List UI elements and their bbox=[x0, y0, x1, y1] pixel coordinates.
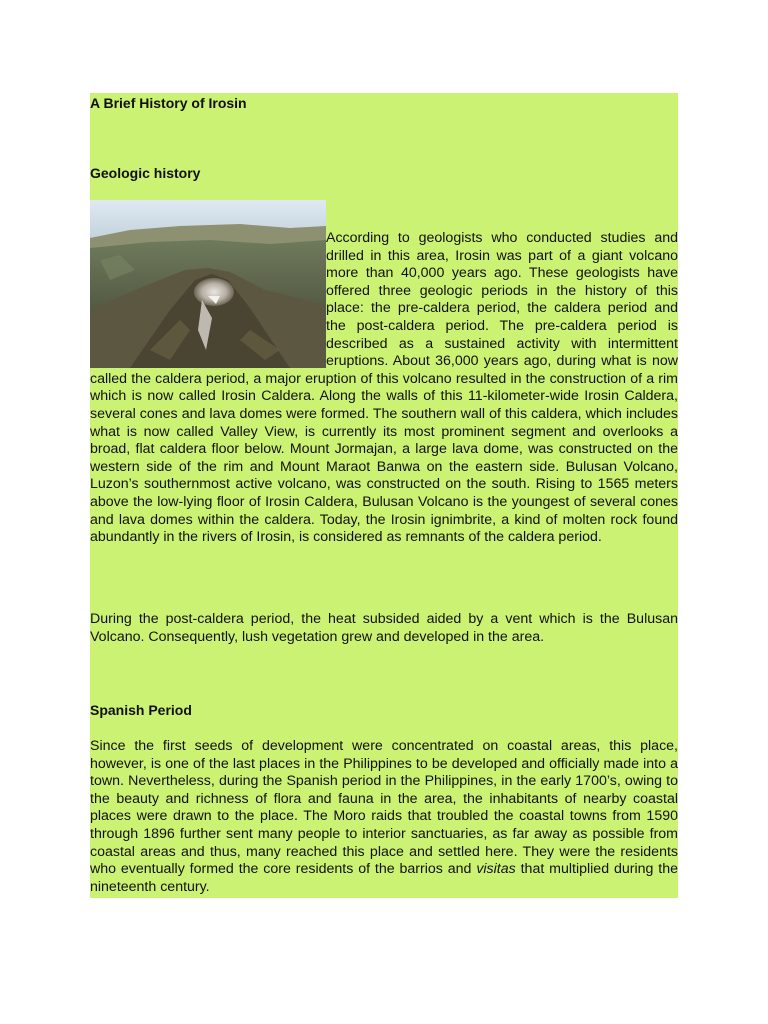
spanish-paragraph-text-1: Since the first seeds of development were concentrated on coastal areas, this place, however, is one of the last places in the Philippines to be developed and officially made into a town. Nevertheless, during the Spanish period in the Philippines, in the early 1700’s, owing to the beauty and richness of flora and fauna in the area, the inhabitants of nearby coastal places were drawn to the place. The Moro raids that troubled the coastal towns from 1590 through 1896 further sent many people to interior sanctuaries, as far away as possible from coastal areas and thus, many reached this place and settled here. They were the residents who eventually formed the core residents of the barrios and bbox=[90, 738, 678, 878]
section-heading-geologic-history: Geologic history bbox=[90, 165, 201, 181]
spanish-paragraph-italic: visitas bbox=[476, 861, 516, 878]
spanish-paragraph bbox=[90, 738, 678, 896]
document-title: A Brief History of Irosin bbox=[90, 95, 247, 111]
section-heading-spanish-period: Spanish Period bbox=[90, 702, 192, 718]
geologic-section-body bbox=[90, 200, 678, 547]
spanish-paragraph-text-2: that multiplied during the nineteenth century. bbox=[90, 861, 678, 895]
volcano-caldera-photo bbox=[90, 200, 326, 368]
geologic-paragraph-1: According to geologists who conducted studies and drilled in this area, Irosin was part of a giant volcano more than 40,000 years ago. These geologists have offered three geologic periods in the history of this place: the pre-caldera period, the caldera period and the post-caldera period. The pre-caldera period is described as a sustained activity with intermittent eruptions. About 36,000 years ago, during what is now called the caldera period, a major eruption of this volcano resulted in the construction of a rim which is now called Irosin Caldera. Along the walls of this 11-kilometer-wide Irosin Caldera, several cones and lava domes were formed. The southern wall of this caldera, which includes what is now called Valley View, is currently its most prominent segment and overlooks a broad, flat caldera floor below. Mount Jormajan, a large lava dome, was constructed on the western side of the rim and Mount Maraot Banwa on the eastern side. Bulusan Volcano, Luzon’s southernmost active volcano, was constructed on the south. Rising to 1565 meters above the low-lying floor of Irosin Caldera, Bulusan Volcano is the youngest of several cones and lava domes within the caldera. Today, the Irosin ignimbrite, a kind of molten rock found abundantly in the rivers of Irosin, is considered as remnants of the caldera period. bbox=[90, 230, 678, 546]
content-area bbox=[90, 93, 678, 898]
geologic-paragraph-2: During the post-caldera period, the heat subsided aided by a vent which is the Bulusan Volcano. Consequently, lush vegetation grew and developed in the area. bbox=[90, 611, 678, 645]
